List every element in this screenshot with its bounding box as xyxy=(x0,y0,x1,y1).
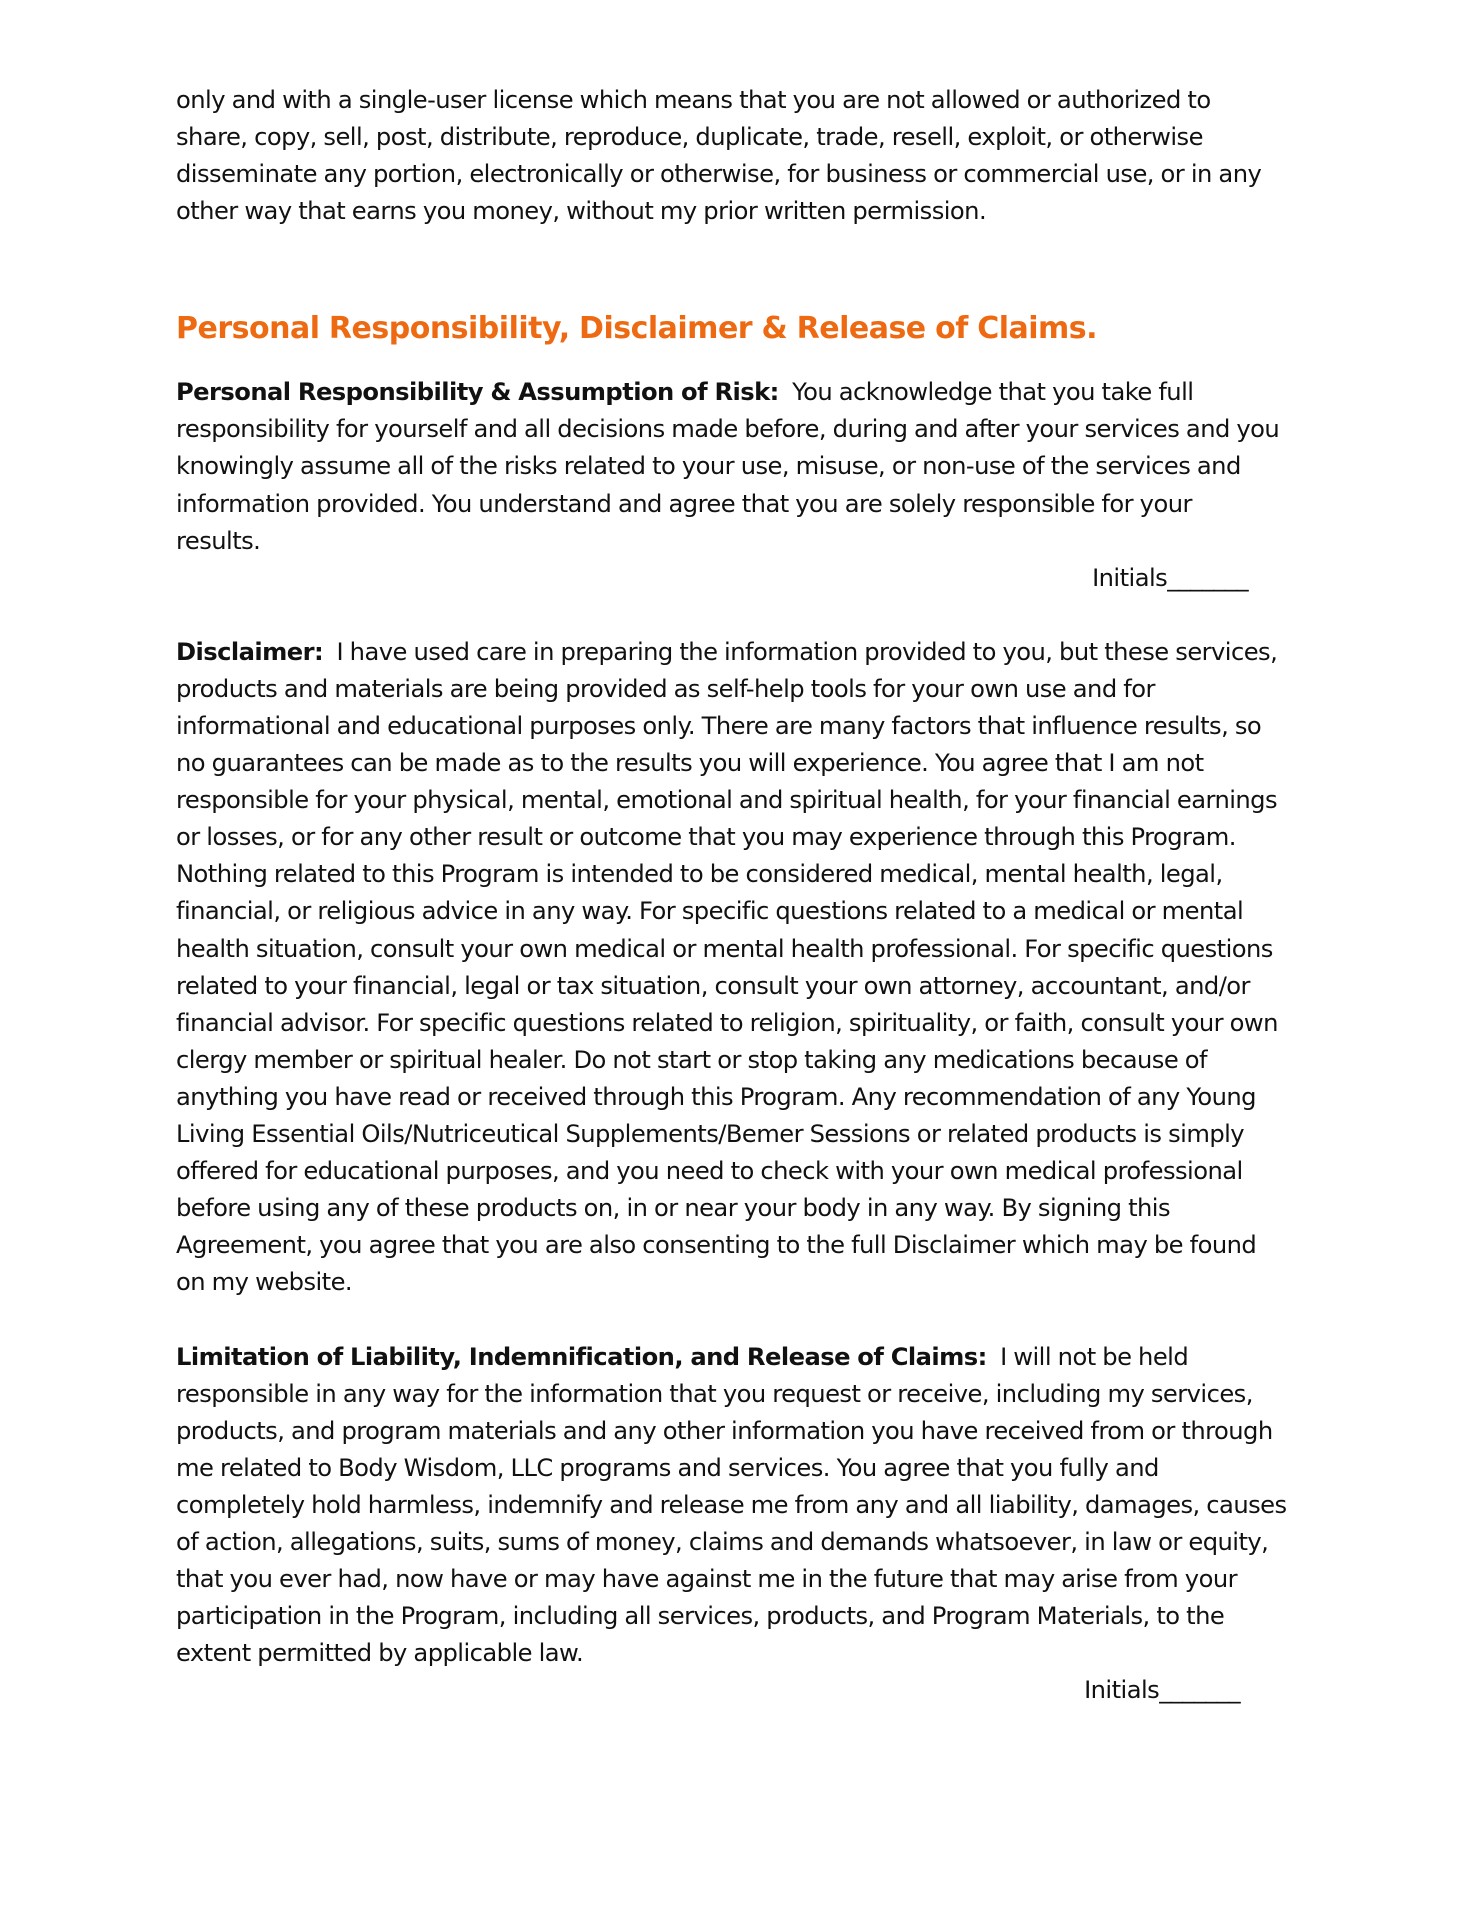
text-segment: I will not be held xyxy=(1000,1342,1189,1371)
disclaimer-lead: Disclaimer: xyxy=(176,637,324,666)
text-line: Living Essential Oils/Nutriceutical Supplements/Bemer Sessions or related products is simply xyxy=(176,1120,1245,1149)
text-line: share, copy, sell, post, distribute, reproduce, duplicate, trade, resell, exploit, or otherwise xyxy=(176,123,1203,152)
text-line: of action, allegations, suits, sums of money, claims and demands whatsoever, in law or equity, xyxy=(176,1527,1269,1556)
text-line: financial advisor. For specific questions related to religion, spirituality, or faith, consult your own xyxy=(176,1008,1278,1037)
liability-lead: Limitation of Liability, Indemnification, and Release of Claims: xyxy=(176,1342,987,1371)
text-line: information provided. You understand and agree that you are solely responsible for your xyxy=(176,489,1192,518)
text-line: health situation, consult your own medical or mental health professional. For specific questions xyxy=(176,934,1273,963)
text-segment: You acknowledge that you take full xyxy=(792,378,1194,407)
text-line: products, and program materials and any other information you have received from or through xyxy=(176,1416,1273,1445)
text-line: Agreement, you agree that you are also consenting to the full Disclaimer which may be found xyxy=(176,1231,1257,1260)
text-line: financial, or religious advice in any way. For specific questions related to a medical or mental xyxy=(176,897,1244,926)
document-page xyxy=(176,82,1326,1709)
text-line: or losses, or for any other result or outcome that you may experience through this Program. xyxy=(176,823,1236,852)
text-line: anything you have read or received through this Program. Any recommendation of any Young xyxy=(176,1082,1256,1111)
text-line: me related to Body Wisdom, LLC programs and services. You agree that you fully and xyxy=(176,1453,1159,1482)
text-line: that you ever had, now have or may have against me in the future that may arise from your xyxy=(176,1565,1237,1594)
text-line: no guarantees can be made as to the results you will experience. You agree that I am not xyxy=(176,749,1204,778)
text-segment: I have used care in preparing the information provided to you, but these services, xyxy=(336,637,1278,666)
intro-paragraph xyxy=(176,82,1326,230)
text-line: on my website. xyxy=(176,1268,353,1297)
text-line: completely hold harmless, indemnify and release me from any and all liability, damages, causes xyxy=(176,1490,1287,1519)
text-line: responsible in any way for the information that you request or receive, including my services, xyxy=(176,1379,1253,1408)
responsibility-lead: Personal Responsibility & Assumption of Risk: xyxy=(176,378,779,407)
initials-field[interactable] xyxy=(176,560,1326,597)
text-line: disseminate any portion, electronically or otherwise, for business or commercial use, or in any xyxy=(176,160,1262,189)
disclaimer-paragraph xyxy=(176,634,1326,1302)
section-heading: Personal Responsibility, Disclaimer & Release of Claims. xyxy=(176,311,1098,347)
initials-label: Initials_______ xyxy=(1092,563,1248,592)
text-line: Nothing related to this Program is intended to be considered medical, mental health, legal, xyxy=(176,860,1223,889)
text-line: extent permitted by applicable law. xyxy=(176,1639,584,1668)
text-line: before using any of these products on, in or near your body in any way. By signing this xyxy=(176,1194,1171,1223)
text-line: participation in the Program, including all services, products, and Program Materials, to the xyxy=(176,1602,1225,1631)
text-line xyxy=(176,1339,1326,1376)
initials-field[interactable] xyxy=(176,1672,1326,1709)
initials-label: Initials_______ xyxy=(1084,1676,1240,1705)
text-line: other way that earns you money, without my prior written permission. xyxy=(176,197,987,226)
text-line: only and with a single-user license which means that you are not allowed or authorized to xyxy=(176,86,1211,114)
liability-paragraph xyxy=(176,1339,1326,1710)
text-line: responsible for your physical, mental, emotional and spiritual health, for your financial earnings xyxy=(176,786,1278,815)
text-line xyxy=(176,634,1326,671)
text-line: informational and educational purposes only. There are many factors that influence results, so xyxy=(176,712,1262,741)
text-line xyxy=(176,374,1326,411)
text-line: related to your financial, legal or tax situation, consult your own attorney, accountant, and/or xyxy=(176,971,1250,1000)
text-line: products and materials are being provided as self-help tools for your own use and for xyxy=(176,674,1155,703)
responsibility-paragraph xyxy=(176,374,1326,597)
text-line: clergy member or spiritual healer. Do not start or stop taking any medications because of xyxy=(176,1045,1208,1074)
text-line: offered for educational purposes, and you need to check with your own medical professional xyxy=(176,1157,1243,1186)
text-line: results. xyxy=(176,526,261,555)
text-line: responsibility for yourself and all decisions made before, during and after your services and you xyxy=(176,415,1280,444)
text-line: knowingly assume all of the risks related to your use, misuse, or non-use of the services and xyxy=(176,452,1241,481)
